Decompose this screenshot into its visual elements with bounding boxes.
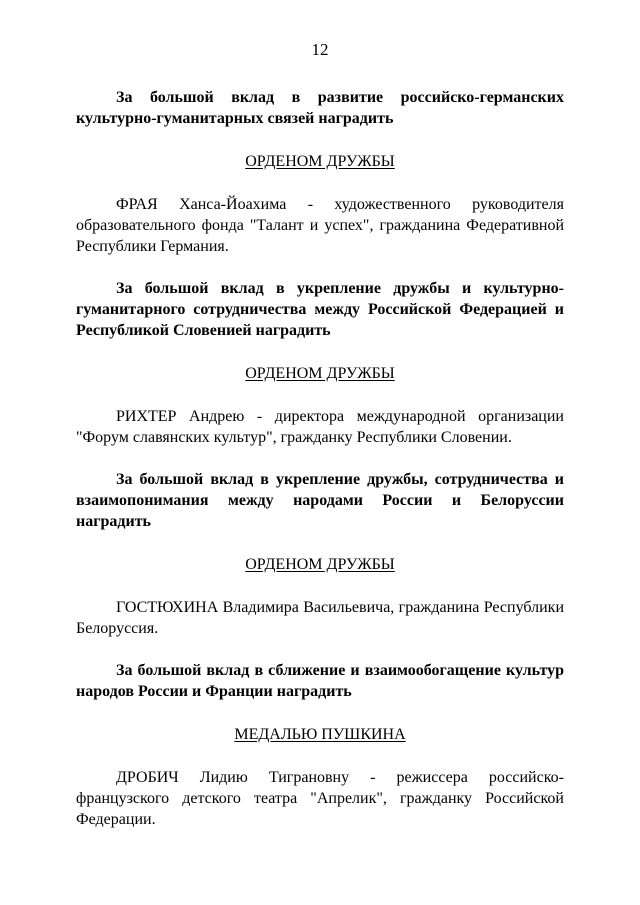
award-recipient: ДРОБИЧ Лидию Тиграновну - режиссера российско-французского детского театра "Апрелик", гражданку Российской Федерации. [76,769,564,828]
award-title [76,363,564,384]
award-title [76,724,564,745]
award-recipient: ФРАЯ Ханса-Йоахима - художественного руководителя образовательного фонда "Талант и успех", гражданина Федеративной Республики Германия. [76,196,564,255]
decree-body [76,87,564,830]
award-reason: За большой вклад в сближение и взаимообогащение культур народов России и Франции наградить [76,662,564,700]
award-section-1 [76,87,564,257]
award-title-text: ОРДЕНОМ ДРУЖБЫ [245,556,395,573]
award-section-2 [76,278,564,448]
award-title-text: ОРДЕНОМ ДРУЖБЫ [245,153,395,170]
award-reason: За большой вклад в развитие российско-германских культурно-гуманитарных связей наградить [76,89,564,127]
award-recipient: РИХТЕР Андрею - директора международной организации "Форум славянских культур", гражданку Республики Словении. [76,408,564,446]
award-title-text: МЕДАЛЬЮ ПУШКИНА [234,726,406,743]
award-title [76,151,564,172]
award-reason: За большой вклад в укрепление дружбы и культурно-гуманитарного сотрудничества между Российской Федерацией и Республикой Словенией наградить [76,280,564,339]
award-recipient: ГОСТЮХИНА Владимира Васильевича, гражданина Республики Белоруссия. [76,599,564,637]
award-title-text: ОРДЕНОМ ДРУЖБЫ [245,365,395,382]
award-reason: За большой вклад в укрепление дружбы, сотрудничества и взаимопонимания между народами России и Белоруссии наградить [76,471,564,530]
award-section-3 [76,469,564,639]
award-section-4 [76,660,564,830]
award-title [76,554,564,575]
page-number: 12 [311,40,329,59]
